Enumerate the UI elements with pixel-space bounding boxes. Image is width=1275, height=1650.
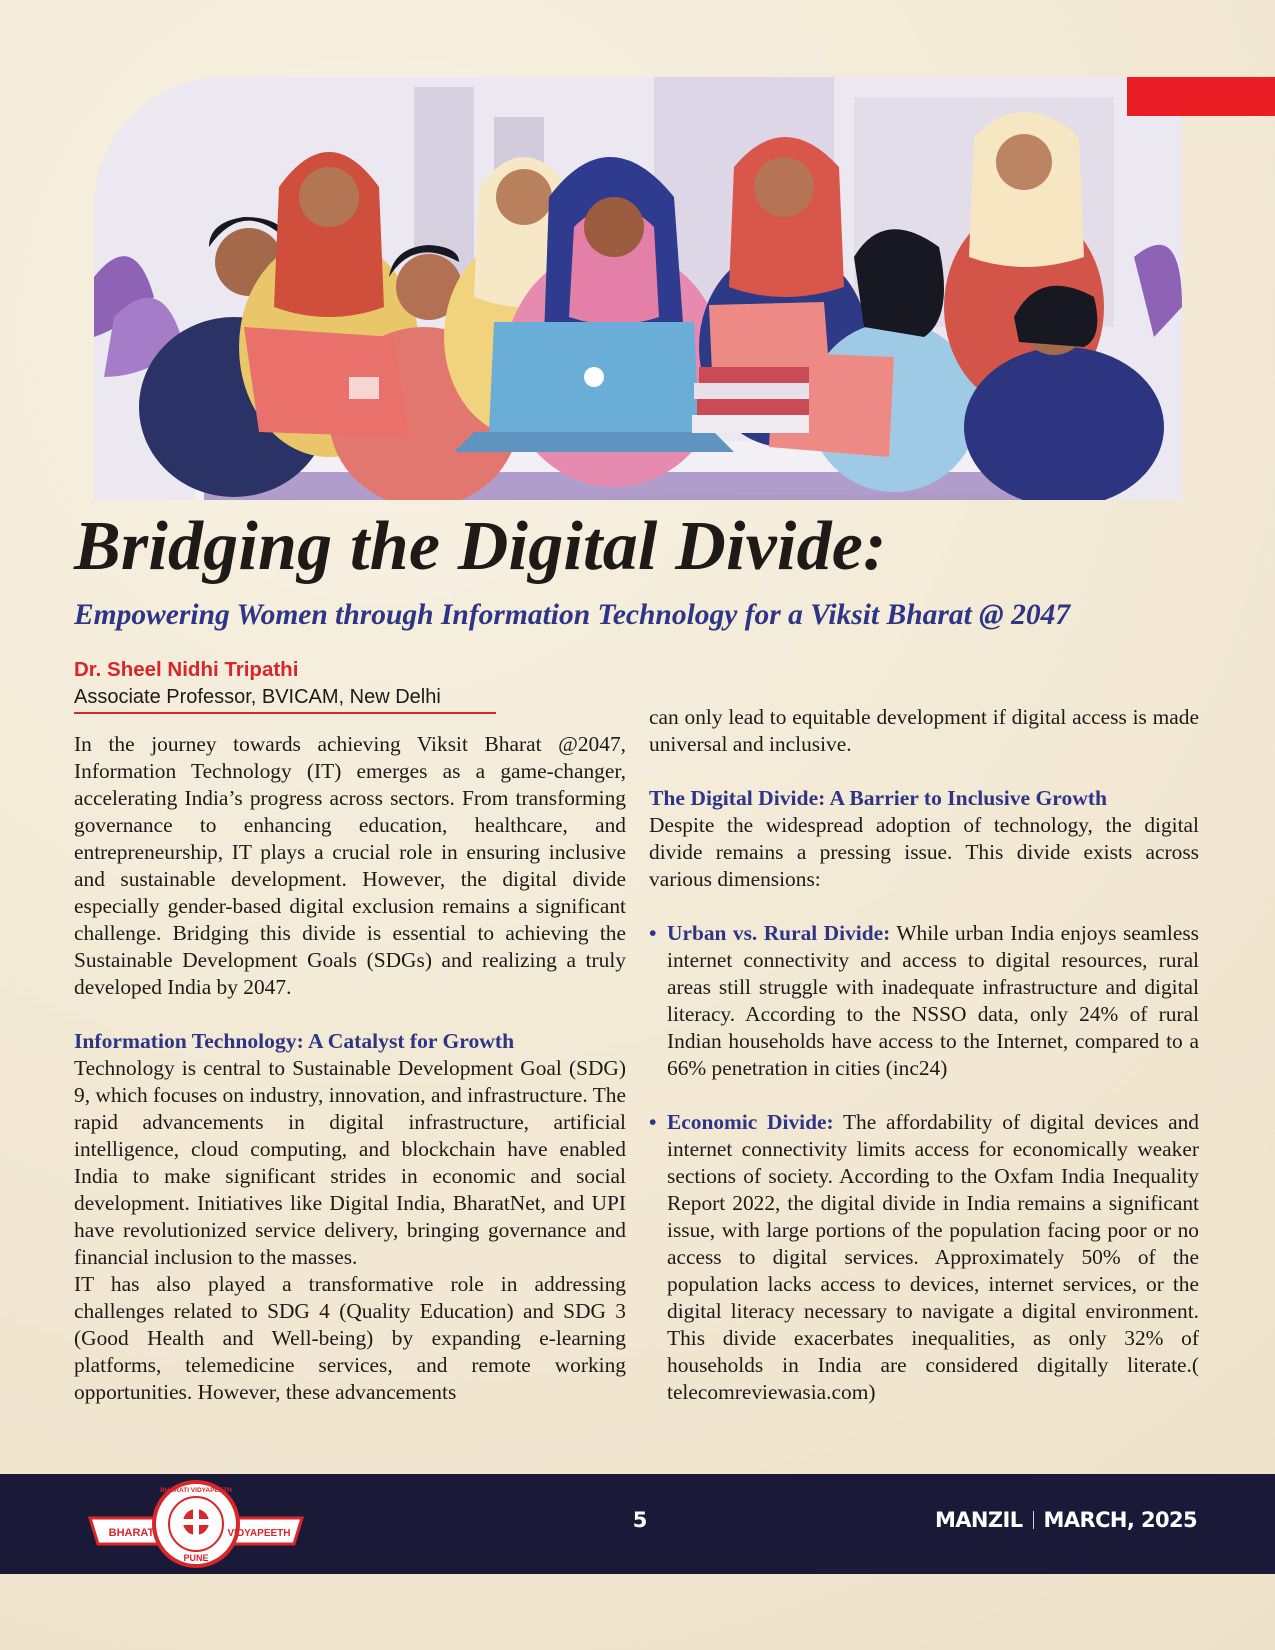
bullet-text: While urban India enjoys seamless internet connectivity and access to digital resources, rural areas still struggle with inadequate infrastructure and digital literacy. According to the NSSO data, only 24% of rural Indian households have access to the Internet, compared to a 66% penetration in cities (inc24): [667, 921, 1199, 1080]
svg-text:BHARATI: BHARATI: [108, 1527, 158, 1539]
page-number: 5: [632, 1508, 648, 1532]
section1-paragraph-2-continued: can only lead to equitable development if digital access is made universal and inclusive.: [649, 705, 1199, 756]
author-name: Dr. Sheel Nidhi Tripathi: [74, 658, 299, 681]
bullet-lead: Urban vs. Rural Divide:: [667, 921, 891, 945]
red-corner-tab: [1127, 77, 1275, 116]
section2-paragraph-1: Despite the widespread adoption of technology, the digital divide remains a pressing issue. This divide exists across various dimensions:: [649, 813, 1199, 891]
article-title: Bridging the Digital Divide:: [74, 508, 887, 585]
right-column: [649, 704, 1199, 1406]
bullet-economic: [649, 1109, 1199, 1406]
hero-illustration: [94, 77, 1182, 500]
magazine-issue: [935, 1508, 1197, 1532]
article-subtitle: Empowering Women through Information Technology for a Viksit Bharat @ 2047: [74, 599, 1071, 631]
bullet-text: The affordability of digital devices and internet connectivity limits access for economically weaker sections of society. According to the Oxfam India Inequality Report 2022, the digital divide in India remains a significant issue, with large portions of the population facing poor or no access to digital services. Approximately 50% of the population lacks access to devices, internet services, or the digital literacy necessary to navigate a digital environment. This divide exacerbates inequalities, as only 32% of households in India are considered digitally literate.( telecomreviewasia.com): [667, 1110, 1200, 1404]
svg-text:VIDYAPEETH: VIDYAPEETH: [227, 1528, 291, 1539]
left-column: [74, 731, 626, 1406]
issue-date: MARCH, 2025: [1043, 1508, 1197, 1532]
section-heading-digital-divide: The Digital Divide: A Barrier to Inclusive Growth: [649, 786, 1108, 810]
bullet-lead: Economic Divide:: [667, 1110, 834, 1134]
svg-text:PUNE: PUNE: [183, 1553, 209, 1563]
women-with-laptops-illustration: [94, 77, 1182, 500]
author-divider: [74, 712, 496, 714]
magazine-name: MANZIL: [934, 1508, 1023, 1532]
author-role: Associate Professor, BVICAM, New Delhi: [74, 686, 441, 708]
intro-paragraph: In the journey towards achieving Viksit Bharat @2047, Information Technology (IT) emerges as a game-changer, accelerating India’s progress across sectors. From transforming governance to enhancing education, healthcare, and entrepreneurship, IT plays a crucial role in ensuring inclusive and sustainable development. However, the digital divide especially gender-based digital exclusion remains a significant challenge. Bridging this divide is essential to achieving the Sustainable Development Goals (SDGs) and realizing a truly developed India by 2047.: [74, 732, 626, 999]
section1-paragraph-2: IT has also played a transformative role in addressing challenges related to SDG 4 (Quality Education) and SDG 3 (Good Health and Well-being) by expanding e-learning platforms, telemedicine services, and remote working opportunities. However, these advancements: [74, 1272, 626, 1404]
bharati-vidyapeeth-logo-icon: [86, 1478, 306, 1570]
svg-text:BHARATI VIDYAPEETH: BHARATI VIDYAPEETH: [160, 1487, 232, 1494]
section1-paragraph-1: Technology is central to Sustainable Development Goal (SDG) 9, which focuses on industry, innovation, and infrastructure. The rapid advancements in digital infrastructure, artificial intelligence, cloud computing, and blockchain have enabled India to make significant strides in economic and social development. Initiatives like Digital India, BharatNet, and UPI have revolutionized service delivery, bringing governance and financial inclusion to the masses.: [74, 1056, 626, 1269]
bullet-urban-rural: [649, 920, 1199, 1082]
issue-separator: [1033, 1511, 1034, 1529]
section-heading-it-catalyst: Information Technology: A Catalyst for Growth: [74, 1029, 515, 1053]
